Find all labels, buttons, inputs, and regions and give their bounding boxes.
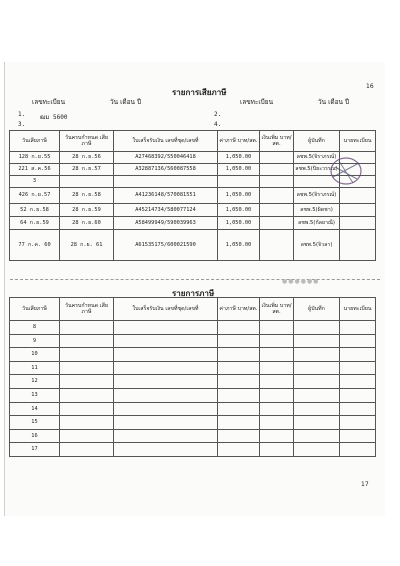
lower-section-title: รายการภาษี	[172, 289, 215, 298]
table-row	[10, 429, 376, 443]
header-surcharge: เงินเพิ่ม บาท/สต.	[260, 131, 294, 152]
reg-entry-1-num: 1.	[18, 111, 26, 118]
tax-amount: 1,050.00	[218, 152, 260, 164]
paid-date: 28 ก.ย.55	[21, 154, 51, 161]
reg-header-left: เลขทะเบียน	[32, 98, 66, 106]
header-tax-amount: ค่าภาษี บาท/สต.	[218, 131, 260, 152]
surcharge	[260, 204, 294, 217]
due-date: 28 ก.ย.60	[60, 217, 114, 230]
official-stamp-icon	[329, 155, 363, 187]
header-recorder: ผู้บันทึก	[294, 298, 340, 321]
row-number: 11	[10, 361, 60, 375]
page-divider	[10, 279, 380, 282]
header-due-date: วันครบกำหนด เสียภาษี	[60, 298, 114, 321]
table-row	[10, 164, 376, 176]
paid-date: 21 ส.ค.56	[21, 166, 51, 173]
row-number: 10	[10, 348, 60, 362]
paid-date: 7 ก.ค. 60	[21, 241, 51, 248]
row-number: 1	[18, 154, 22, 161]
table-row	[10, 443, 376, 457]
recorder: ลชพ.5(กัลยาณี)	[294, 217, 340, 230]
reg-entry-4-num: 4.	[214, 121, 222, 128]
table-row	[10, 375, 376, 389]
row-number: 16	[10, 429, 60, 443]
table-row	[10, 402, 376, 416]
header-receipt: ใบเสร็จรับเงิน เลขที่ชุด/เลขที่	[114, 131, 218, 152]
registrar	[340, 230, 376, 261]
row-number: 17	[10, 443, 60, 457]
tax-blank-table	[9, 297, 376, 457]
table-row	[10, 204, 376, 217]
header-registrar: นายทะเบียน	[340, 131, 376, 152]
table-row	[10, 217, 376, 230]
table-row	[10, 388, 376, 402]
date-header-right: วัน เดือน ปี	[318, 98, 350, 106]
registrar	[340, 204, 376, 217]
registrar	[340, 188, 376, 204]
receipt-number: A58499949/590039963	[114, 217, 218, 230]
recorder: ลชพ.5(จิวลา)	[294, 230, 340, 261]
header-recorder: ผู้บันทึก	[294, 131, 340, 152]
due-date: 28 ก.ย.58	[60, 188, 114, 204]
table-row	[10, 334, 376, 348]
surcharge	[260, 188, 294, 204]
table-row	[10, 361, 376, 375]
header-tax-amount: ค่าภาษี บาท/สต.	[218, 298, 260, 321]
table-row	[10, 152, 376, 164]
reg-entry-2-num: 2.	[214, 111, 222, 118]
due-date: 28 ก.ย.57	[60, 164, 114, 176]
recorder: ลชพ.5(จิราภรณ์)	[294, 188, 340, 204]
row-number: 4	[18, 192, 22, 199]
table-row	[10, 348, 376, 362]
table-header-row	[10, 298, 376, 321]
due-date: 28 ก.ย.59	[60, 204, 114, 217]
surcharge	[260, 230, 294, 261]
page-number-bottom: 17	[361, 481, 369, 488]
surcharge	[260, 217, 294, 230]
row-number: 7	[18, 241, 22, 248]
row-number: 3	[32, 178, 37, 185]
section-title: รายการเสียภาษี	[172, 88, 227, 97]
due-date: 28 ก.ย. 61	[60, 230, 114, 261]
reg-entry-3-num: 3.	[18, 121, 26, 128]
receipt-number: A27468392/550046418	[114, 152, 218, 164]
table-row	[10, 188, 376, 204]
receipt-number: A61535175/600021590	[114, 230, 218, 261]
receipt-number: A32887136/560087558	[114, 164, 218, 176]
page-number-top: 16	[366, 83, 374, 90]
row-number: 14	[10, 402, 60, 416]
header-surcharge: เงินเพิ่ม บาท/สต.	[260, 298, 294, 321]
tax-amount: 1,050.00	[218, 230, 260, 261]
row-number: 8	[10, 321, 60, 335]
row-number: 2	[18, 166, 22, 173]
reg-entry-1-value: ฒม 5600	[40, 114, 68, 121]
tax-amount: 1,050.00	[218, 204, 260, 217]
paid-date: 4 ก.ย.59	[23, 219, 49, 226]
receipt-number: A41236148/570081551	[114, 188, 218, 204]
tax-amount: 1,050.00	[218, 164, 260, 176]
tax-amount: 1,050.00	[218, 188, 260, 204]
date-header-left: วัน เดือน ปี	[110, 98, 142, 106]
recorder: ลชพ.5(ผิดชา)	[294, 204, 340, 217]
row-number: 6	[20, 219, 24, 226]
receipt-number: A45214734/580077124	[114, 204, 218, 217]
due-date: 28 ก.ย.56	[60, 152, 114, 164]
tax-amount: 1,050.00	[218, 217, 260, 230]
header-registrar: นายทะเบียน	[340, 298, 376, 321]
header-paid-date: วันเสียภาษี	[10, 131, 60, 152]
faint-watermark-text: ●●●●●●	[282, 278, 320, 285]
registrar	[340, 217, 376, 230]
recorder: ลชพ.5(จิราภรณ์)	[294, 152, 340, 164]
header-paid-date: วันเสียภาษี	[10, 298, 60, 321]
table-row	[10, 321, 376, 335]
table-row	[10, 176, 376, 188]
row-number: 9	[10, 334, 60, 348]
row-number: 15	[10, 416, 60, 430]
row-number: 13	[10, 388, 60, 402]
row-number: 12	[10, 375, 60, 389]
tax-record-table	[9, 130, 376, 261]
reg-header-right: เลขทะเบียน	[240, 98, 274, 106]
paid-date: 2 ก.ย.58	[23, 206, 49, 213]
row-number: 5	[20, 206, 24, 213]
header-receipt: ใบเสร็จรับเงิน เลขที่ชุด/เลขที่	[114, 298, 218, 321]
table-row	[10, 416, 376, 430]
header-due-date: วันครบกำหนด เสียภาษี	[60, 131, 114, 152]
surcharge	[260, 164, 294, 176]
table-header-row	[10, 131, 376, 152]
recorder: ลชพ.5(ปิยะวรรณ)	[294, 164, 340, 176]
table-row	[10, 230, 376, 261]
surcharge	[260, 152, 294, 164]
paid-date: 26 ก.ย.57	[21, 192, 51, 199]
